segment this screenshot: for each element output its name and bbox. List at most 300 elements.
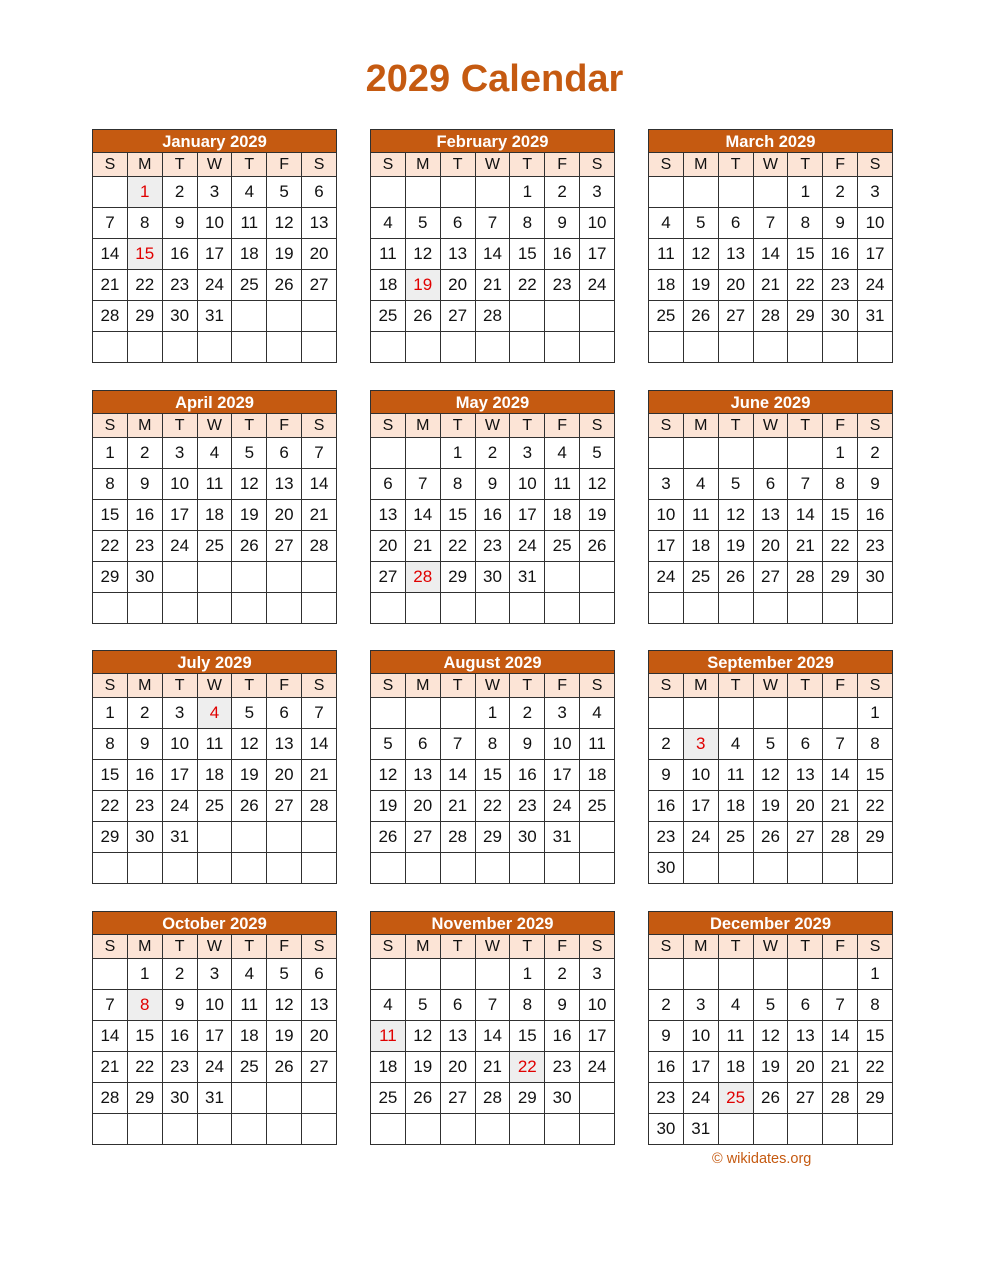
empty-day-cell — [649, 959, 684, 990]
day-cell: 18 — [197, 760, 232, 791]
month-block — [648, 650, 893, 884]
weekday-label: W — [475, 674, 510, 698]
weekday-label: T — [232, 935, 267, 959]
month-block — [370, 129, 615, 363]
day-cell: 13 — [753, 500, 788, 531]
day-cell: 15 — [127, 1021, 162, 1052]
weekday-label: T — [718, 674, 753, 698]
weekday-label: T — [788, 935, 823, 959]
empty-day-cell — [510, 332, 545, 363]
weekday-label: W — [197, 935, 232, 959]
day-cell: 5 — [683, 208, 718, 239]
day-cell: 21 — [788, 531, 823, 562]
day-cell: 9 — [649, 760, 684, 791]
day-cell: 28 — [753, 301, 788, 332]
day-cell: 28 — [302, 531, 337, 562]
day-cell: 9 — [162, 990, 197, 1021]
day-cell: 11 — [371, 239, 406, 270]
day-cell: 19 — [753, 1052, 788, 1083]
empty-day-cell — [580, 853, 615, 884]
day-cell: 21 — [405, 531, 440, 562]
weekday-label: S — [858, 153, 893, 177]
day-cell: 9 — [649, 1021, 684, 1052]
day-cell: 22 — [440, 531, 475, 562]
week-row — [371, 959, 615, 990]
empty-day-cell — [93, 853, 128, 884]
weekday-label: M — [405, 935, 440, 959]
day-cell: 3 — [683, 990, 718, 1021]
empty-day-cell — [649, 438, 684, 469]
day-cell: 16 — [649, 791, 684, 822]
empty-day-cell — [127, 853, 162, 884]
empty-day-cell — [718, 853, 753, 884]
empty-day-cell — [683, 959, 718, 990]
day-cell: 24 — [197, 1052, 232, 1083]
day-cell: 22 — [475, 791, 510, 822]
day-cell: 13 — [267, 729, 302, 760]
day-cell: 26 — [405, 301, 440, 332]
day-cell: 22 — [823, 531, 858, 562]
day-cell: 16 — [823, 239, 858, 270]
empty-day-cell — [580, 822, 615, 853]
week-row — [649, 1083, 893, 1114]
day-cell: 24 — [545, 791, 580, 822]
empty-day-cell — [371, 853, 406, 884]
day-cell: 18 — [718, 1052, 753, 1083]
day-cell: 20 — [440, 270, 475, 301]
day-cell: 1 — [93, 438, 128, 469]
day-cell: 2 — [649, 729, 684, 760]
empty-day-cell — [302, 332, 337, 363]
day-cell: 18 — [545, 500, 580, 531]
day-cell: 26 — [753, 1083, 788, 1114]
day-cell: 3 — [545, 698, 580, 729]
empty-day-cell — [302, 593, 337, 624]
day-cell: 20 — [405, 791, 440, 822]
empty-day-cell — [267, 1114, 302, 1145]
month-title: May 2029 — [370, 390, 615, 413]
empty-day-cell — [232, 301, 267, 332]
day-cell: 10 — [197, 990, 232, 1021]
weekday-label: T — [440, 935, 475, 959]
day-cell: 31 — [683, 1114, 718, 1145]
empty-day-cell — [545, 332, 580, 363]
weekday-label: W — [197, 674, 232, 698]
day-cell: 17 — [197, 1021, 232, 1052]
day-cell: 27 — [753, 562, 788, 593]
week-row — [371, 1052, 615, 1083]
month-table — [648, 673, 893, 884]
weekday-label: T — [510, 153, 545, 177]
empty-day-cell — [753, 177, 788, 208]
empty-day-cell — [545, 1114, 580, 1145]
day-cell: 28 — [93, 301, 128, 332]
holiday-day-cell: 8 — [127, 990, 162, 1021]
day-cell: 23 — [545, 1052, 580, 1083]
week-row — [649, 239, 893, 270]
month-title: March 2029 — [648, 129, 893, 152]
month-table — [370, 673, 615, 884]
holiday-day-cell: 11 — [371, 1021, 406, 1052]
day-cell: 15 — [93, 500, 128, 531]
week-row — [371, 822, 615, 853]
holiday-day-cell: 4 — [197, 698, 232, 729]
week-row — [649, 1052, 893, 1083]
holiday-day-cell: 22 — [510, 1052, 545, 1083]
weekday-header-row — [93, 153, 337, 177]
month-table — [648, 934, 893, 1145]
day-cell: 23 — [162, 1052, 197, 1083]
day-cell: 5 — [405, 990, 440, 1021]
holiday-day-cell: 28 — [405, 562, 440, 593]
day-cell: 11 — [580, 729, 615, 760]
day-cell: 31 — [858, 301, 893, 332]
month-table — [92, 413, 337, 624]
week-row — [93, 562, 337, 593]
day-cell: 17 — [580, 239, 615, 270]
day-cell: 23 — [649, 822, 684, 853]
empty-day-cell — [232, 332, 267, 363]
day-cell: 15 — [858, 760, 893, 791]
day-cell: 28 — [475, 1083, 510, 1114]
day-cell: 10 — [580, 990, 615, 1021]
day-cell: 3 — [858, 177, 893, 208]
day-cell: 26 — [232, 531, 267, 562]
day-cell: 8 — [823, 469, 858, 500]
weekday-label: S — [371, 935, 406, 959]
day-cell: 25 — [545, 531, 580, 562]
day-cell: 15 — [823, 500, 858, 531]
day-cell: 19 — [267, 239, 302, 270]
day-cell: 29 — [858, 822, 893, 853]
empty-day-cell — [580, 1114, 615, 1145]
weekday-label: F — [267, 674, 302, 698]
day-cell: 16 — [127, 500, 162, 531]
weekday-label: S — [371, 674, 406, 698]
empty-day-cell — [93, 332, 128, 363]
empty-day-cell — [371, 177, 406, 208]
day-cell: 3 — [197, 959, 232, 990]
day-cell: 9 — [510, 729, 545, 760]
weekday-label: T — [788, 153, 823, 177]
day-cell: 1 — [510, 959, 545, 990]
day-cell: 20 — [267, 500, 302, 531]
day-cell: 8 — [788, 208, 823, 239]
empty-day-cell — [93, 177, 128, 208]
week-row — [649, 791, 893, 822]
day-cell: 1 — [440, 438, 475, 469]
empty-day-cell — [788, 593, 823, 624]
empty-day-cell — [197, 853, 232, 884]
day-cell: 16 — [649, 1052, 684, 1083]
week-row — [93, 301, 337, 332]
day-cell: 21 — [823, 1052, 858, 1083]
empty-day-cell — [162, 1114, 197, 1145]
day-cell: 3 — [162, 698, 197, 729]
day-cell: 23 — [127, 531, 162, 562]
day-cell: 23 — [510, 791, 545, 822]
empty-day-cell — [475, 1114, 510, 1145]
weekday-label: M — [127, 674, 162, 698]
day-cell: 7 — [753, 208, 788, 239]
weekday-label: S — [371, 414, 406, 438]
empty-day-cell — [440, 177, 475, 208]
week-row — [649, 593, 893, 624]
weekday-label: F — [267, 414, 302, 438]
day-cell: 11 — [545, 469, 580, 500]
week-row — [93, 698, 337, 729]
day-cell: 18 — [580, 760, 615, 791]
day-cell: 13 — [267, 469, 302, 500]
week-row — [93, 177, 337, 208]
day-cell: 13 — [788, 1021, 823, 1052]
empty-day-cell — [718, 959, 753, 990]
day-cell: 14 — [93, 1021, 128, 1052]
empty-day-cell — [788, 438, 823, 469]
day-cell: 19 — [267, 1021, 302, 1052]
day-cell: 12 — [405, 239, 440, 270]
day-cell: 27 — [718, 301, 753, 332]
weekday-label: F — [545, 935, 580, 959]
day-cell: 30 — [649, 1114, 684, 1145]
weekday-label: W — [753, 935, 788, 959]
weekday-label: W — [197, 414, 232, 438]
weekday-label: S — [302, 153, 337, 177]
empty-day-cell — [718, 332, 753, 363]
day-cell: 4 — [545, 438, 580, 469]
day-cell: 17 — [545, 760, 580, 791]
weekday-label: W — [753, 674, 788, 698]
day-cell: 6 — [267, 698, 302, 729]
day-cell: 3 — [197, 177, 232, 208]
day-cell: 20 — [302, 1021, 337, 1052]
weekday-label: S — [93, 153, 128, 177]
day-cell: 11 — [718, 760, 753, 791]
empty-day-cell — [405, 593, 440, 624]
weekday-header-row — [93, 935, 337, 959]
day-cell: 10 — [162, 729, 197, 760]
week-row — [649, 698, 893, 729]
empty-day-cell — [267, 822, 302, 853]
empty-day-cell — [162, 562, 197, 593]
day-cell: 15 — [788, 239, 823, 270]
day-cell: 23 — [475, 531, 510, 562]
week-row — [649, 562, 893, 593]
day-cell: 29 — [858, 1083, 893, 1114]
empty-day-cell — [405, 959, 440, 990]
day-cell: 6 — [440, 208, 475, 239]
weekday-label: S — [580, 153, 615, 177]
day-cell: 4 — [232, 959, 267, 990]
month-title: June 2029 — [648, 390, 893, 413]
empty-day-cell — [232, 562, 267, 593]
day-cell: 3 — [162, 438, 197, 469]
empty-day-cell — [405, 332, 440, 363]
day-cell: 11 — [232, 990, 267, 1021]
weekday-label: F — [823, 153, 858, 177]
week-row — [649, 500, 893, 531]
day-cell: 8 — [440, 469, 475, 500]
day-cell: 7 — [440, 729, 475, 760]
empty-day-cell — [302, 301, 337, 332]
day-cell: 22 — [788, 270, 823, 301]
day-cell: 30 — [127, 822, 162, 853]
empty-day-cell — [649, 698, 684, 729]
day-cell: 1 — [858, 698, 893, 729]
day-cell: 18 — [197, 500, 232, 531]
weekday-label: S — [649, 414, 684, 438]
day-cell: 5 — [753, 990, 788, 1021]
week-row — [93, 270, 337, 301]
day-cell: 5 — [267, 959, 302, 990]
day-cell: 28 — [823, 1083, 858, 1114]
empty-day-cell — [267, 853, 302, 884]
day-cell: 23 — [649, 1083, 684, 1114]
day-cell: 24 — [197, 270, 232, 301]
empty-day-cell — [440, 332, 475, 363]
day-cell: 7 — [475, 990, 510, 1021]
day-cell: 31 — [510, 562, 545, 593]
empty-day-cell — [580, 562, 615, 593]
week-row — [93, 1114, 337, 1145]
month-title: August 2029 — [370, 650, 615, 673]
empty-day-cell — [371, 698, 406, 729]
empty-day-cell — [823, 593, 858, 624]
month-title: January 2029 — [92, 129, 337, 152]
day-cell: 16 — [162, 239, 197, 270]
empty-day-cell — [858, 1114, 893, 1145]
day-cell: 26 — [405, 1083, 440, 1114]
day-cell: 17 — [197, 239, 232, 270]
empty-day-cell — [475, 177, 510, 208]
week-row — [93, 822, 337, 853]
day-cell: 3 — [580, 959, 615, 990]
day-cell: 18 — [232, 239, 267, 270]
day-cell: 2 — [510, 698, 545, 729]
empty-day-cell — [823, 698, 858, 729]
day-cell: 10 — [683, 1021, 718, 1052]
day-cell: 27 — [405, 822, 440, 853]
weekday-label: M — [127, 414, 162, 438]
day-cell: 12 — [753, 1021, 788, 1052]
day-cell: 26 — [753, 822, 788, 853]
empty-day-cell — [302, 822, 337, 853]
day-cell: 6 — [371, 469, 406, 500]
day-cell: 6 — [440, 990, 475, 1021]
day-cell: 20 — [267, 760, 302, 791]
empty-day-cell — [440, 1114, 475, 1145]
day-cell: 14 — [823, 1021, 858, 1052]
day-cell: 14 — [788, 500, 823, 531]
day-cell: 29 — [475, 822, 510, 853]
day-cell: 5 — [267, 177, 302, 208]
weekday-label: S — [649, 674, 684, 698]
month-title: February 2029 — [370, 129, 615, 152]
empty-day-cell — [93, 1114, 128, 1145]
day-cell: 12 — [267, 990, 302, 1021]
empty-day-cell — [267, 1083, 302, 1114]
day-cell: 11 — [649, 239, 684, 270]
day-cell: 3 — [580, 177, 615, 208]
day-cell: 17 — [649, 531, 684, 562]
weekday-header-row — [649, 674, 893, 698]
day-cell: 27 — [371, 562, 406, 593]
weekday-label: T — [718, 935, 753, 959]
day-cell: 28 — [440, 822, 475, 853]
weekday-label: F — [545, 153, 580, 177]
empty-day-cell — [545, 562, 580, 593]
empty-day-cell — [683, 438, 718, 469]
month-block — [92, 129, 337, 363]
day-cell: 8 — [475, 729, 510, 760]
week-row — [371, 301, 615, 332]
day-cell: 12 — [580, 469, 615, 500]
day-cell: 2 — [162, 177, 197, 208]
day-cell: 16 — [475, 500, 510, 531]
day-cell: 4 — [371, 208, 406, 239]
day-cell: 14 — [302, 469, 337, 500]
week-row — [93, 1052, 337, 1083]
weekday-label: F — [823, 935, 858, 959]
day-cell: 2 — [162, 959, 197, 990]
month-title: October 2029 — [92, 911, 337, 934]
empty-day-cell — [197, 332, 232, 363]
empty-day-cell — [718, 593, 753, 624]
day-cell: 2 — [545, 177, 580, 208]
weekday-label: S — [93, 674, 128, 698]
day-cell: 31 — [197, 1083, 232, 1114]
day-cell: 24 — [510, 531, 545, 562]
day-cell: 30 — [475, 562, 510, 593]
day-cell: 27 — [788, 1083, 823, 1114]
day-cell: 9 — [858, 469, 893, 500]
day-cell: 19 — [753, 791, 788, 822]
day-cell: 24 — [162, 791, 197, 822]
day-cell: 19 — [371, 791, 406, 822]
empty-day-cell — [127, 1114, 162, 1145]
day-cell: 15 — [475, 760, 510, 791]
month-title: April 2029 — [92, 390, 337, 413]
day-cell: 10 — [649, 500, 684, 531]
day-cell: 27 — [302, 1052, 337, 1083]
weekday-label: T — [232, 414, 267, 438]
empty-day-cell — [267, 332, 302, 363]
day-cell: 19 — [232, 500, 267, 531]
empty-day-cell — [371, 1114, 406, 1145]
month-title: November 2029 — [370, 911, 615, 934]
day-cell: 22 — [93, 791, 128, 822]
day-cell: 7 — [405, 469, 440, 500]
weekday-label: T — [718, 414, 753, 438]
empty-day-cell — [162, 593, 197, 624]
month-block — [648, 129, 893, 363]
weekday-label: S — [302, 935, 337, 959]
day-cell: 15 — [510, 239, 545, 270]
empty-day-cell — [753, 959, 788, 990]
month-table — [648, 413, 893, 624]
footer-credit: © wikidates.org — [712, 1151, 812, 1167]
day-cell: 6 — [405, 729, 440, 760]
empty-day-cell — [405, 698, 440, 729]
day-cell: 21 — [753, 270, 788, 301]
day-cell: 14 — [440, 760, 475, 791]
day-cell: 9 — [823, 208, 858, 239]
weekday-label: T — [162, 153, 197, 177]
day-cell: 21 — [302, 760, 337, 791]
day-cell: 26 — [580, 531, 615, 562]
day-cell: 10 — [683, 760, 718, 791]
empty-day-cell — [197, 562, 232, 593]
